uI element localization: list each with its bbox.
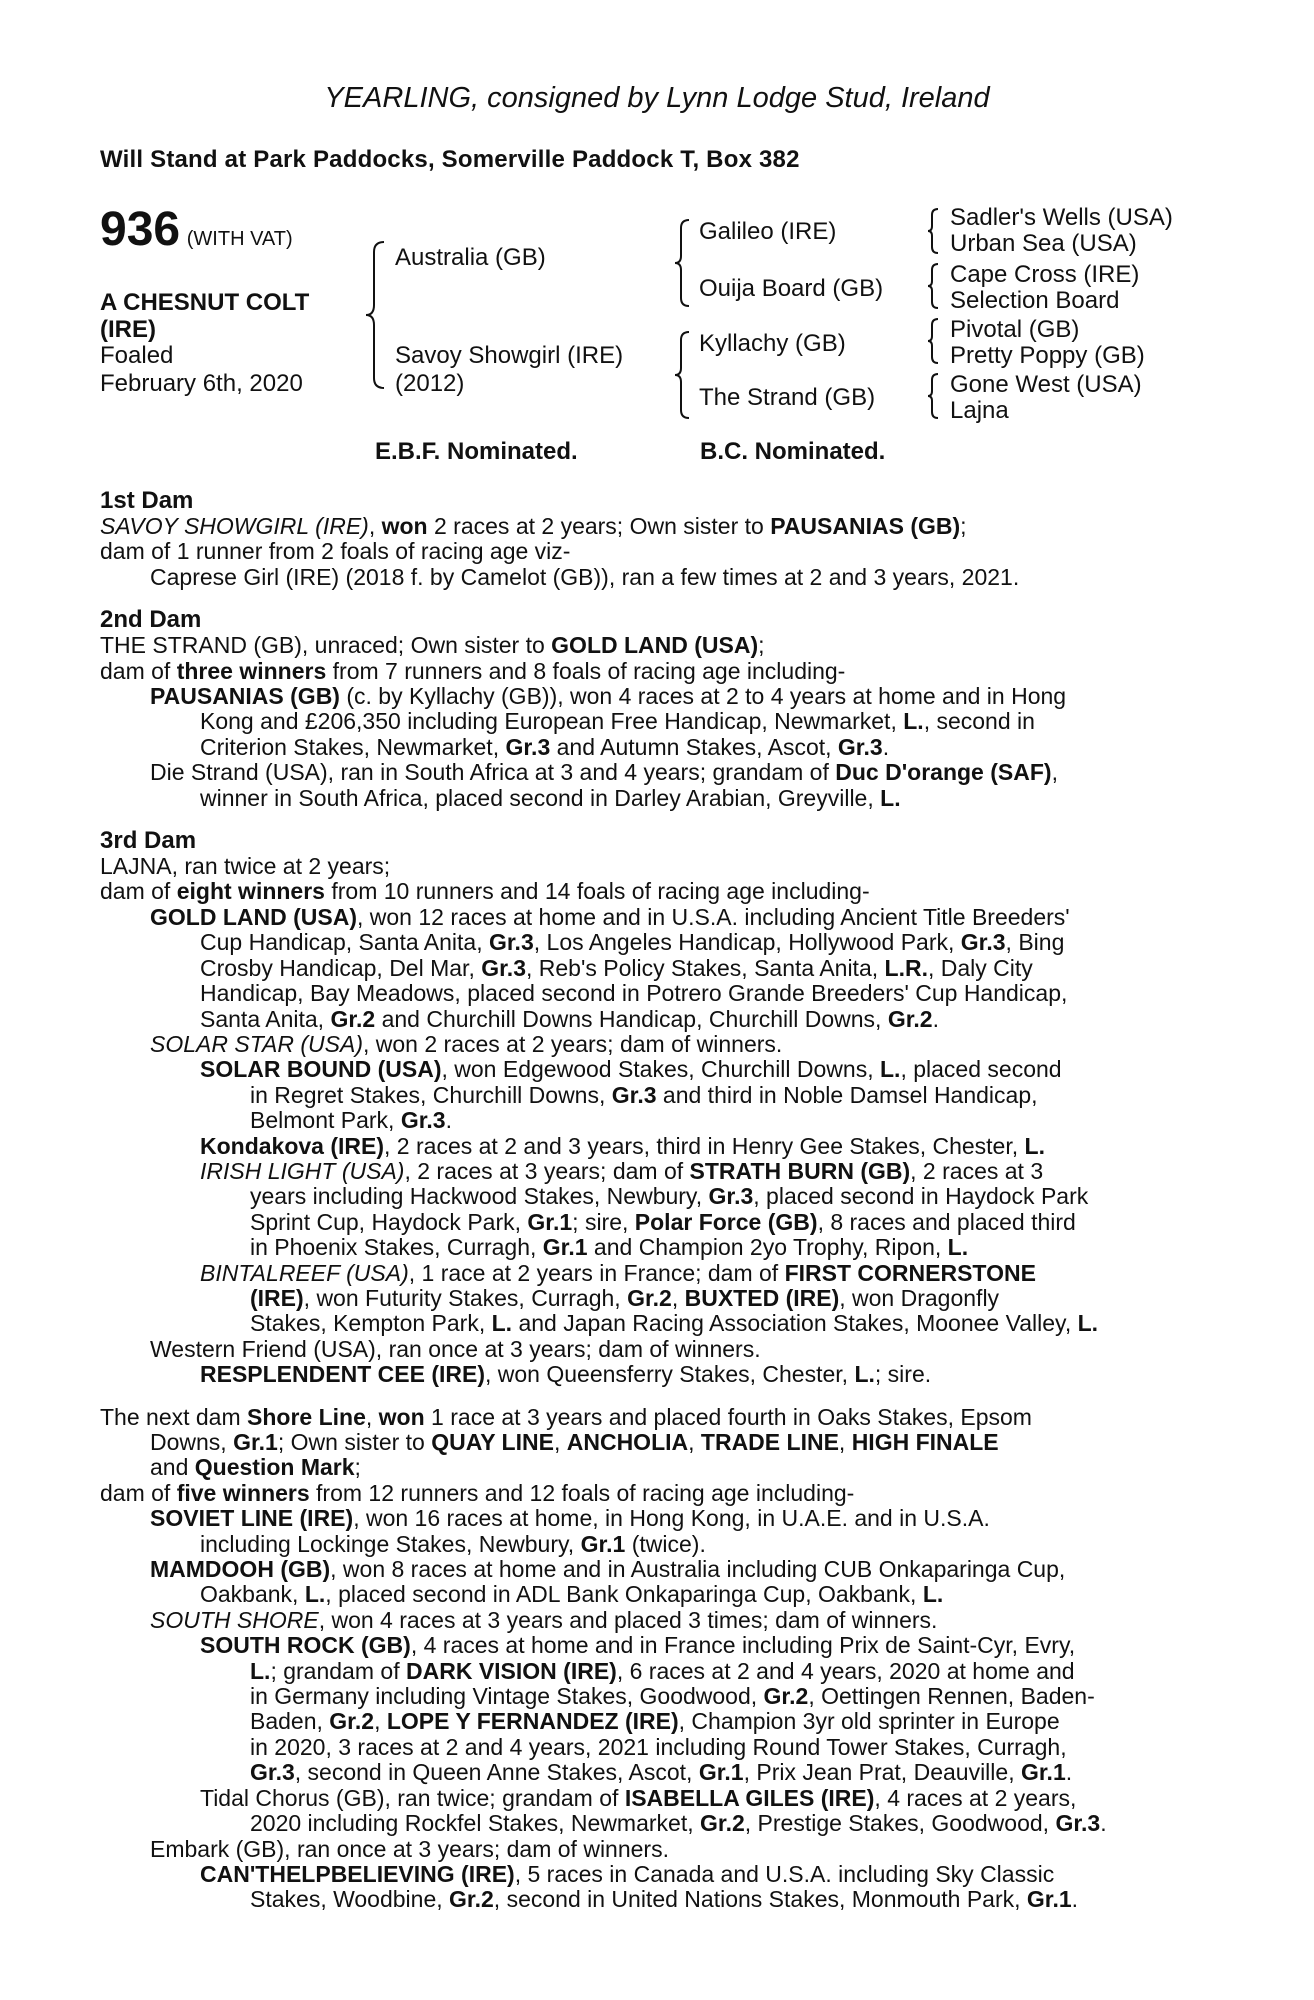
dam-line: The next dam Shore Line, won 1 race at 3 years and placed fourth in Oaks Stakes, Epsom [100, 1403, 1032, 1430]
produce-entry: IRISH LIGHT (USA), 2 races at 3 years; dam of STRATH BURN (GB), 2 races at 3 [200, 1157, 1044, 1184]
dam-line: dam of eight winners from 10 runners and 14 foals of racing age including- [100, 878, 870, 905]
produce-entry: Criterion Stakes, Newmarket, Gr.3 and Autumn Stakes, Ascot, Gr.3. [200, 733, 890, 760]
produce-entry: Kong and £206,350 including European Free Handicap, Newmarket, L., second in [200, 708, 1035, 735]
section-title: 3rd Dam [100, 827, 197, 855]
produce-entry: RESPLENDENT CEE (IRE), won Queensferry Stakes, Chester, L.; sire. [200, 1361, 932, 1388]
left-curly-brace-icon [364, 240, 386, 390]
produce-entry: Embark (GB), ran once at 3 years; dam of winners. [150, 1835, 669, 1862]
lot-name-line1: A CHESNUT COLT [100, 289, 310, 316]
produce-entry: L.; grandam of DARK VISION (IRE), 6 races at 2 and 4 years, 2020 at home and [250, 1657, 1075, 1684]
produce-entry: Santa Anita, Gr.2 and Churchill Downs Handicap, Churchill Downs, Gr.2. [200, 1005, 939, 1032]
produce-entry: GOLD LAND (USA), won 12 races at home and in U.S.A. including Ancient Title Breeders' [150, 903, 1070, 930]
dam-line: dam of three winners from 7 runners and 8 foals of racing age including- [100, 657, 846, 684]
dam-line: LAJNA, ran twice at 2 years; [100, 853, 391, 880]
dam-name: Savoy Showgirl (IRE) [395, 342, 624, 369]
produce-entry: MAMDOOH (GB), won 8 races at home and in Australia including CUB Onkaparinga Cup, [150, 1556, 1066, 1583]
ss-dam: Urban Sea (USA) [950, 230, 1137, 257]
bc-nomination: B.C. Nominated. [700, 438, 886, 465]
foaled-label: Foaled [100, 342, 174, 369]
produce-entry: Cup Handicap, Santa Anita, Gr.3, Los Angeles Handicap, Hollywood Park, Gr.3, Bing [200, 929, 1065, 956]
lot-number: 936 [100, 203, 181, 256]
left-curly-brace-icon [926, 372, 940, 420]
next-dam-section [100, 1405, 1206, 1913]
produce-entry: 2020 including Rockfel Stakes, Newmarket, Gr.2, Prestige Stakes, Goodwood, Gr.3. [250, 1810, 1107, 1837]
pedigree-block [0, 0, 1314, 470]
produce-entry: Caprese Girl (IRE) (2018 f. by Camelot (GB)), ran a few times at 2 and 3 years, 2021. [150, 563, 1020, 590]
left-curly-brace-icon [926, 207, 940, 255]
dam-line: Downs, Gr.1; Own sister to QUAY LINE, ANCHOLIA, TRADE LINE, HIGH FINALE [150, 1429, 999, 1455]
produce-entry: Oakbank, L., placed second in ADL Bank Onkaparinga Cup, Oakbank, L. [200, 1581, 944, 1608]
produce-entry: Belmont Park, Gr.3. [250, 1107, 452, 1134]
produce-entry: in Germany including Vintage Stakes, Goodwood, Gr.2, Oettingen Rennen, Baden- [250, 1683, 1095, 1710]
produce-entry: Western Friend (USA), ran once at 3 years; dam of winners. [150, 1335, 761, 1362]
ds-sire: Pivotal (GB) [950, 316, 1080, 343]
produce-entry: SOUTH SHORE, won 4 races at 3 years and placed 3 times; dam of winners. [150, 1606, 938, 1633]
dam-line: dam of five winners from 12 runners and 12 foals of racing age including- [100, 1479, 855, 1506]
produce-entry: Sprint Cup, Haydock Park, Gr.1; sire, Polar Force (GB), 8 races and placed third [250, 1208, 1076, 1235]
produce-entry: in Phoenix Stakes, Curragh, Gr.1 and Champion 2yo Trophy, Ripon, L. [250, 1234, 969, 1261]
lot-name-line2: (IRE) [100, 316, 156, 343]
produce-entry: Gr.3, second in Queen Anne Stakes, Ascot, Gr.1, Prix Jean Prat, Deauville, Gr.1. [250, 1759, 1073, 1786]
sire-name: Australia (GB) [395, 244, 546, 271]
produce-entry: in 2020, 3 races at 2 and 4 years, 2021 including Round Tower Stakes, Curragh, [250, 1733, 1067, 1760]
produce-entry: Baden, Gr.2, LOPE Y FERNANDEZ (IRE), Champion 3yr old sprinter in Europe [250, 1708, 1060, 1735]
dd-dam: Lajna [950, 397, 1009, 424]
dd-sire: Gone West (USA) [950, 371, 1142, 398]
ebf-nomination: E.B.F. Nominated. [375, 438, 578, 465]
sd-dam: Selection Board [950, 287, 1120, 314]
left-curly-brace-icon [926, 262, 940, 310]
produce-entry: PAUSANIAS (GB) (c. by Kyllachy (GB)), won 4 races at 2 to 4 years at home and in Hong [150, 683, 1067, 710]
dam-line: SAVOY SHOWGIRL (IRE), won 2 races at 2 years; Own sister to PAUSANIAS (GB); [100, 513, 967, 539]
produce-entry: Stakes, Kempton Park, L. and Japan Racing Association Stakes, Moonee Valley, L. [250, 1310, 1099, 1337]
dam-line: THE STRAND (GB), unraced; Own sister to GOLD LAND (USA); [100, 632, 765, 659]
left-curly-brace-icon [926, 317, 940, 365]
sd-sire: Cape Cross (IRE) [950, 261, 1140, 288]
lot-number-line [100, 203, 293, 256]
third-dam-section [100, 828, 1206, 1388]
produce-entry: Kondakova (IRE), 2 races at 2 and 3 years, third in Henry Gee Stakes, Chester, L. [200, 1132, 1045, 1159]
dam-sire: Kyllachy (GB) [699, 330, 846, 357]
produce-entry: Crosby Handicap, Del Mar, Gr.3, Reb's Policy Stakes, Santa Anita, L.R., Daly City [200, 954, 1033, 981]
left-curly-brace-icon [673, 330, 691, 420]
left-curly-brace-icon [673, 218, 691, 308]
dam-line: dam of 1 runner from 2 foals of racing age viz- [100, 538, 571, 565]
catalogue-body [100, 488, 1206, 1913]
produce-entry: Handicap, Bay Meadows, placed second in Potrero Grande Breeders' Cup Handicap, [200, 980, 1068, 1007]
second-dam-section [100, 607, 1206, 811]
produce-entry: years including Hackwood Stakes, Newbury, Gr.3, placed second in Haydock Park [250, 1183, 1089, 1210]
produce-entry: winner in South Africa, placed second in Darley Arabian, Greyville, L. [200, 784, 901, 811]
produce-entry: SOUTH ROCK (GB), 4 races at home and in France including Prix de Saint-Cyr, Evry, [200, 1632, 1076, 1659]
ds-dam: Pretty Poppy (GB) [950, 342, 1145, 369]
produce-entry: including Lockinge Stakes, Newbury, Gr.1 (twice). [200, 1530, 706, 1557]
produce-entry: in Regret Stakes, Churchill Downs, Gr.3 and third in Noble Damsel Handicap, [250, 1081, 1038, 1108]
sire-dam: Ouija Board (GB) [699, 275, 884, 302]
produce-entry: (IRE), won Futurity Stakes, Curragh, Gr.2, BUXTED (IRE), won Dragonfly [250, 1284, 1000, 1311]
produce-entry: Tidal Chorus (GB), ran twice; grandam of ISABELLA GILES (IRE), 4 races at 2 years, [200, 1784, 1077, 1811]
stand-location: Will Stand at Park Paddocks, Somerville Paddock T, Box 382 [100, 146, 800, 173]
ss-sire: Sadler's Wells (USA) [950, 204, 1173, 231]
dam-line: and Question Mark; [150, 1454, 361, 1481]
produce-entry: SOVIET LINE (IRE), won 16 races at home, in Hong Kong, in U.A.E. and in U.S.A. [150, 1505, 990, 1532]
produce-entry: BINTALREEF (USA), 1 race at 2 years in France; dam of FIRST CORNERSTONE [200, 1259, 1036, 1286]
section-title: 1st Dam [100, 487, 194, 514]
produce-entry: SOLAR STAR (USA), won 2 races at 2 years; dam of winners. [150, 1030, 783, 1057]
page-header: YEARLING, consigned by Lynn Lodge Stud, Ireland [324, 82, 990, 114]
produce-entry: SOLAR BOUND (USA), won Edgewood Stakes, Churchill Downs, L., placed second [200, 1056, 1062, 1083]
first-dam-section [100, 488, 1206, 590]
foaled-date: February 6th, 2020 [100, 370, 303, 397]
dam-dam: The Strand (GB) [699, 384, 876, 411]
section-title: 2nd Dam [100, 606, 202, 634]
produce-entry: CAN'THELPBELIEVING (IRE), 5 races in Canada and U.S.A. including Sky Classic [200, 1860, 1055, 1887]
produce-entry: Stakes, Woodbine, Gr.2, second in United Nations Stakes, Monmouth Park, Gr.1. [250, 1886, 1079, 1913]
produce-entry: Die Strand (USA), ran in South Africa at 3 and 4 years; grandam of Duc D'orange (SAF), [150, 759, 1058, 786]
sire-sire: Galileo (IRE) [699, 218, 837, 245]
dam-year: (2012) [395, 370, 465, 397]
vat-label: (WITH VAT) [186, 228, 293, 250]
